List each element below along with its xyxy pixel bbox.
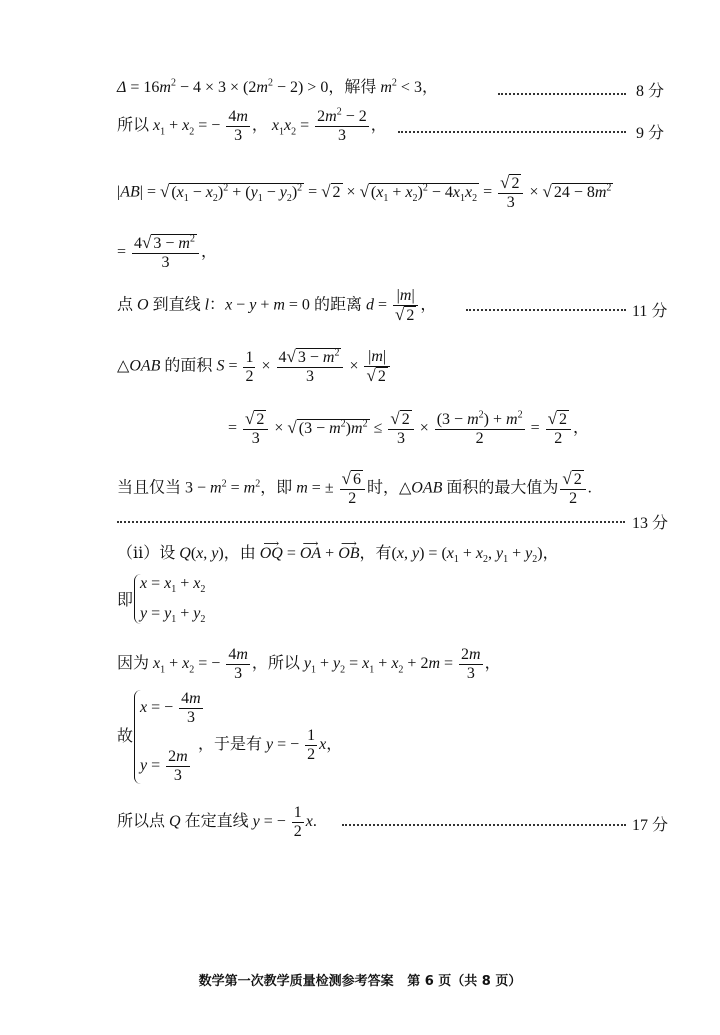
- chord-length-line: |AB| = √ $(x_1 - x_2)^2 + (y_1 - y_2)^2$ = √ 2 × √ $(x_1 + x_2)^2 - 4x_1x_2$ = $\frac{√ 2}{3}$ × √ $24 - 8m^2$: [117, 173, 612, 211]
- dot-leader: [398, 131, 626, 133]
- chord-length-result: = $\frac{4√ 3 - m^2}{3}$ ，: [117, 233, 217, 271]
- because-line: 因为 $x_1 + x_2$ = − $\frac{4m}{3}$ ，所以 $y_1 + y_2 = x_1 + x_2 + 2m$ = $\frac{2m}{3}$ ，: [117, 646, 501, 682]
- score-8: 8 分: [636, 83, 665, 100]
- footer-title: 数学第一次教学质量检测参考答案: [198, 974, 394, 989]
- part-ii-line: （ⅱ）设 Q(x, y)，由 ⟶ OQ = ⟶ OA + ⟶ OB，有(x, $y) = (x_1 + x_2$, $y_1 + y_2$)，: [117, 544, 559, 564]
- system-2-eq1: x = − $\frac{4m}{3}$: [140, 690, 201, 726]
- footer-page: 第 6 页（共 8 页）: [407, 974, 522, 989]
- page-footer: [0, 970, 720, 989]
- conclusion-line: 所以点 Q 在定直线 y = − $\frac{1}{2}$ x.: [117, 804, 317, 840]
- vieta-line: 所以 $x_1 + x_2$ = − $\frac{4m}{3}$ ， $x_1x_2$ = $\frac{2m^2 - 2}{3}$ ，: [117, 106, 387, 144]
- score-11: 11 分: [632, 303, 668, 320]
- system-2-eq2: y = $\frac{2m}{3}$: [140, 748, 188, 784]
- equality-line: 当且仅当 $3 - m^2 = m^2$，即 m = ± $\frac{√ 6}{2}$ 时，△OAB 面积的最大值为 $\frac{√ 2}{2}$ .: [117, 469, 592, 507]
- system-2-label: 故: [117, 728, 134, 745]
- thus-line: ，于是有 y = − $\frac{1}{2}$ x，: [198, 727, 343, 763]
- solve-note: 解得: [344, 79, 377, 96]
- discriminant-line: $\Delta = 16m^2 - 4 \times 3 \times (2m^2 - 2) > 0$，解得 $m^2 < 3$，: [117, 77, 438, 96]
- score-9: 9 分: [636, 125, 665, 142]
- distance-line: 点 O 到直线 l：x − y + m = 0 的距离 d = $\frac{|m|}{√ 2}$ ，: [117, 287, 437, 324]
- system-1-eq2: $y = y_1 + y_2$: [140, 605, 206, 626]
- dot-leader: [117, 521, 625, 523]
- score-17: 17 分: [632, 817, 669, 834]
- system-1-label: 即: [117, 592, 134, 609]
- dot-leader: [498, 93, 626, 95]
- system-1-eq1: $x = x_1 + x_2$: [140, 575, 206, 596]
- dot-leader: [466, 309, 626, 311]
- inequality-line: = $\frac{√ 2}{3}$ × √ $(3 - m^2)m^2$ ≤ $\frac{√ 2}{3}$ × $\frac{(3 - m^2) + m^2}{2}$ = $\frac{√ 2}{2}$ ，: [228, 409, 589, 447]
- dot-leader: [342, 824, 626, 826]
- score-13: 13 分: [632, 515, 669, 532]
- area-line: △OAB 的面积 S = $\frac{1}{2}$ × $\frac{4√ 3 - m^2}{3}$ × $\frac{|m|}{√ 2}$: [117, 348, 392, 386]
